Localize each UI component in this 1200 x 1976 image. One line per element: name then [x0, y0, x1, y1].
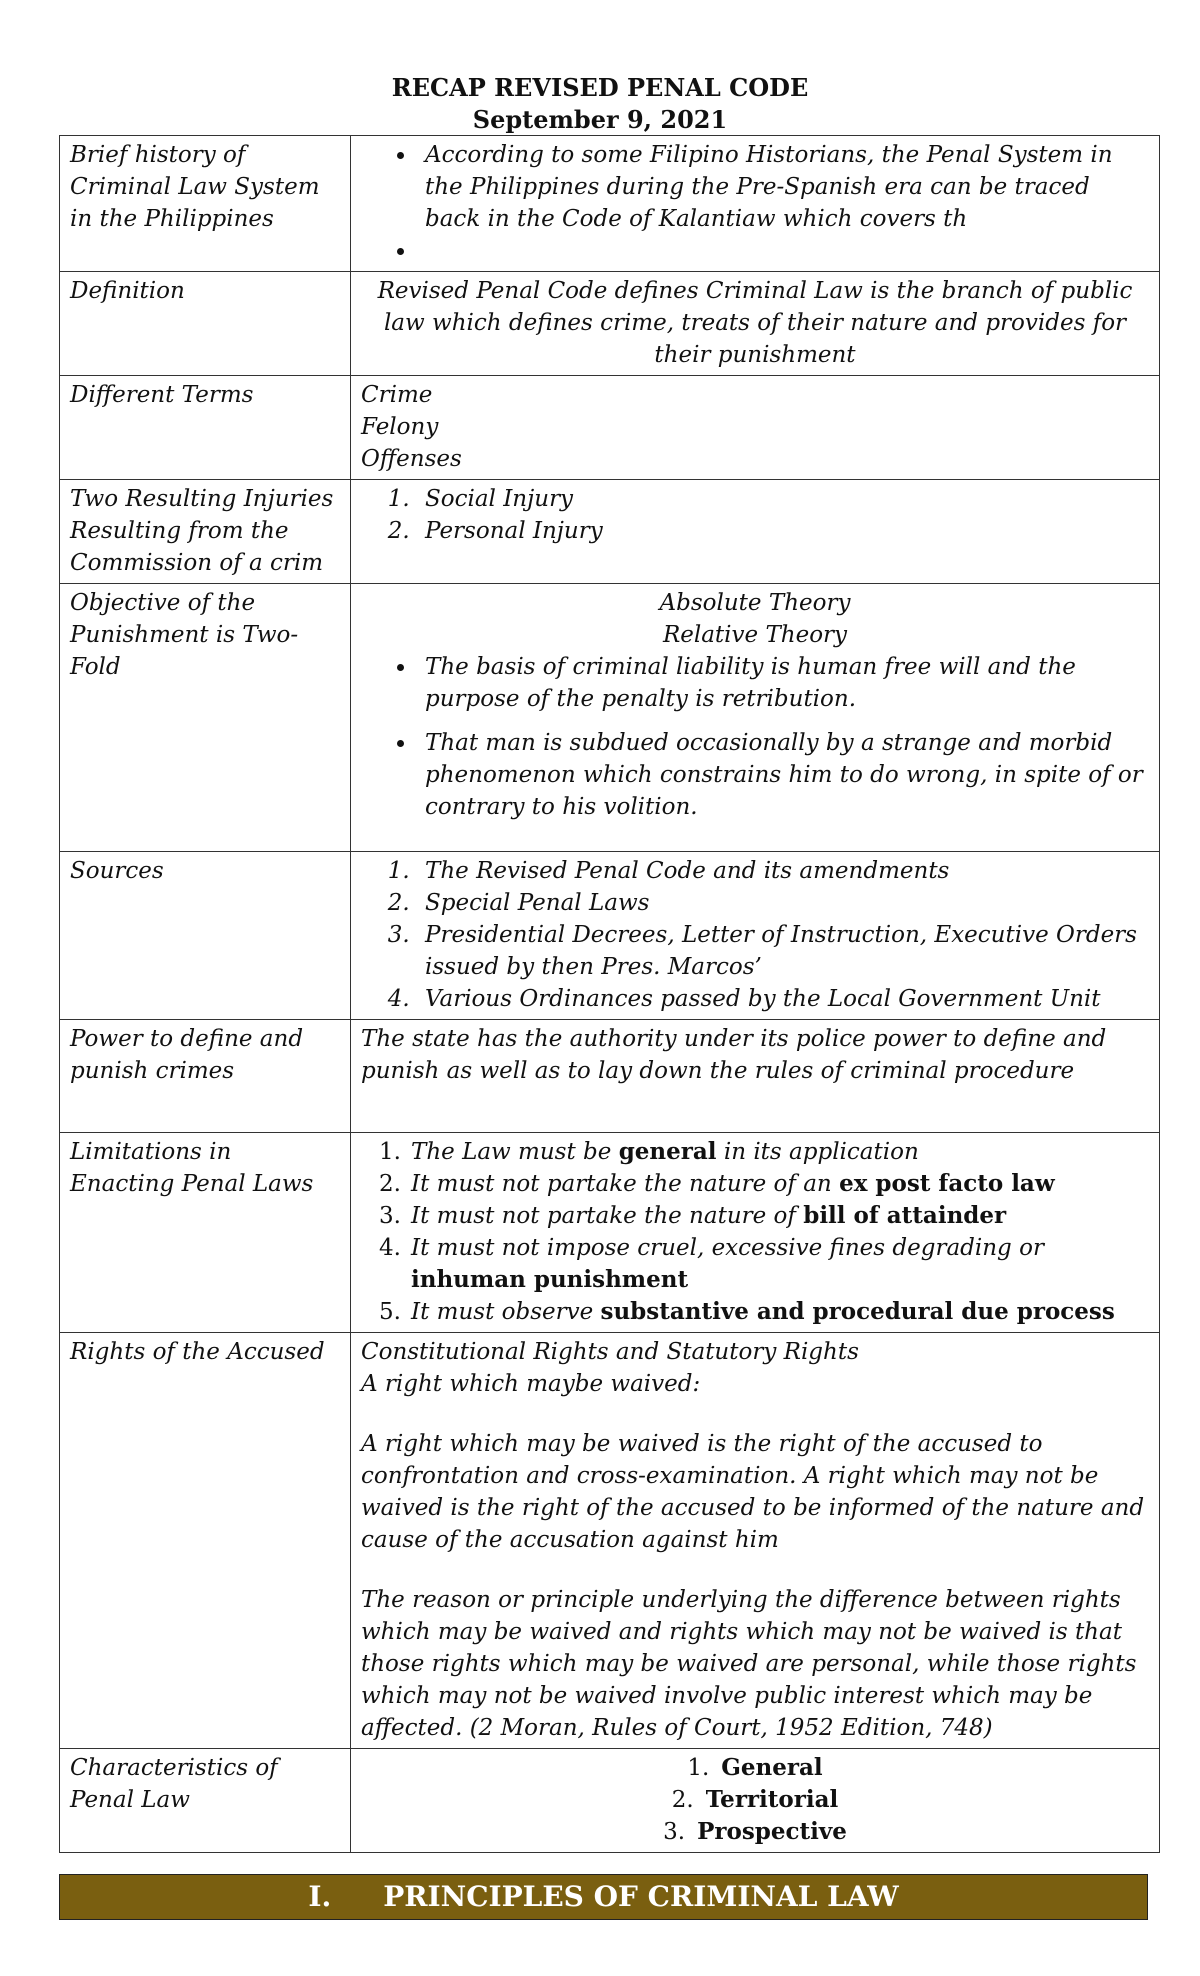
limitation-item [361, 1136, 1149, 1168]
characteristic-item [361, 1752, 1149, 1784]
row-label: Different Terms [60, 376, 351, 480]
limitation-keyword: bill of attainder [803, 1202, 1007, 1229]
row-content [351, 136, 1160, 272]
list-item: • The basis of criminal liability is human free will and the purpose of the penalty is retribution. [417, 651, 1149, 715]
row-content [351, 1333, 1160, 1749]
list-item: • That man is subdued occasionally by a strange and morbid phenomenon which constrains him to do wrong, in spite of or contrary to his volition. [417, 727, 1149, 823]
row-label: Rights of the Accused [60, 1333, 351, 1749]
limitation-item [361, 1232, 1149, 1296]
recap-table [59, 135, 1160, 1853]
characteristic-item [361, 1816, 1149, 1848]
table-row [60, 1133, 1160, 1333]
limitation-keyword: substantive and procedural due process [600, 1298, 1115, 1325]
term-item: Offenses [361, 446, 462, 472]
list-item: 2. Personal Injury [417, 515, 1149, 547]
list-item: 1. The Revised Penal Code and its amendments [417, 855, 1149, 887]
row-label: Sources [60, 852, 351, 1020]
row-label: Two Resulting Injuries Resulting from the Commission of a crim [60, 480, 351, 584]
table-row [60, 852, 1160, 1020]
row-content [351, 852, 1160, 1020]
list-number: 5. [379, 1299, 401, 1325]
row-label: Limitations in Enacting Penal Laws [60, 1133, 351, 1333]
table-row [60, 1333, 1160, 1749]
term-item: Felony [361, 414, 439, 440]
section-banner [59, 1874, 1148, 1920]
row-label: Characteristics of Penal Law [60, 1749, 351, 1853]
list-item: • According to some Filipino Historians, the Penal System in the Philippines during the Pre-Spanish era can be traced back in the Code of Kalantiaw which covers th [417, 139, 1149, 235]
limitation-keyword: ex post facto law [839, 1170, 1055, 1197]
list-number: 2. [671, 1787, 694, 1813]
rights-paragraph: The reason or principle underlying the difference between rights which may be waived and rights which may not be waived is that those rights which may be waived are personal, while those rights which may not be waived involve public interest which may be affected. (2 Moran, Rules of Court, 1952 Edition, 748) [361, 1587, 1137, 1741]
row-content [351, 376, 1160, 480]
table-row [60, 480, 1160, 584]
list-item [417, 235, 1149, 267]
list-number: 3. [379, 1203, 401, 1229]
table-row [60, 584, 1160, 852]
document-date: September 9, 2021 [472, 105, 728, 134]
limitation-text: It must observe [411, 1299, 601, 1325]
row-content [351, 1133, 1160, 1333]
list-number: 1. [379, 1139, 401, 1165]
section-title: PRINCIPLES OF CRIMINAL LAW [383, 1880, 899, 1913]
limitation-item [361, 1168, 1149, 1200]
limitation-keyword: general [618, 1138, 717, 1165]
row-content [351, 480, 1160, 584]
row-content [351, 584, 1160, 852]
limitation-keyword: inhuman punishment [411, 1266, 689, 1293]
limitation-item [361, 1200, 1149, 1232]
list-number: 1. [687, 1755, 710, 1781]
row-label: Objective of the Punishment is Two-Fold [60, 584, 351, 852]
rights-paragraph: A right which may be waived is the right of the accused to confrontation and cross-examination. A right which may not be waived is the right of the accused to be informed of the nature and cause of the accusation against him [361, 1431, 1145, 1553]
characteristic-text: Territorial [705, 1786, 839, 1813]
rights-line: A right which maybe waived: [361, 1371, 701, 1397]
table-row [60, 136, 1160, 272]
term-item: Crime [361, 382, 433, 408]
list-item: 3. Presidential Decrees, Letter of Instruction, Executive Orders issued by then Pres. Marcos’ [417, 919, 1149, 983]
limitation-text: The Law must be [411, 1139, 619, 1165]
list-item: 4. Various Ordinances passed by the Local Government Unit [417, 983, 1149, 1015]
list-item: 1. Social Injury [417, 483, 1149, 515]
limitation-text: It must not partake the nature of [411, 1203, 804, 1229]
characteristic-text: General [721, 1754, 823, 1781]
characteristic-item [361, 1784, 1149, 1816]
limitation-item [361, 1296, 1149, 1328]
list-number: 4. [379, 1235, 401, 1261]
table-row [60, 272, 1160, 376]
row-content: Revised Penal Code defines Criminal Law is the branch of public law which defines crime, treats of their nature and provides for their punishment [351, 272, 1160, 376]
list-item: 2. Special Penal Laws [417, 887, 1149, 919]
characteristic-text: Prospective [697, 1818, 847, 1845]
theory-heading: Absolute Theory [659, 590, 851, 616]
table-row [60, 1020, 1160, 1133]
limitation-text: It must not impose cruel, excessive fines degrading or [411, 1235, 1044, 1261]
row-label: Power to define and punish crimes [60, 1020, 351, 1133]
table-row [60, 376, 1160, 480]
limitation-text: in its application [716, 1139, 919, 1165]
row-content [351, 1749, 1160, 1853]
row-label: Brief history of Criminal Law System in the Philippines [60, 136, 351, 272]
table-row [60, 1749, 1160, 1853]
limitation-text: It must not partake the nature of an [411, 1171, 840, 1197]
row-content: The state has the authority under its police power to define and punish as well as to lay down the rules of criminal procedure [351, 1020, 1160, 1133]
list-number: 2. [379, 1171, 401, 1197]
list-number: 3. [663, 1819, 686, 1845]
document-title: RECAP REVISED PENAL CODE [391, 73, 809, 102]
theory-heading: Relative Theory [662, 622, 848, 648]
section-number: I. [308, 1880, 332, 1913]
row-label: Definition [60, 272, 351, 376]
rights-line: Constitutional Rights and Statutory Rights [361, 1339, 859, 1365]
